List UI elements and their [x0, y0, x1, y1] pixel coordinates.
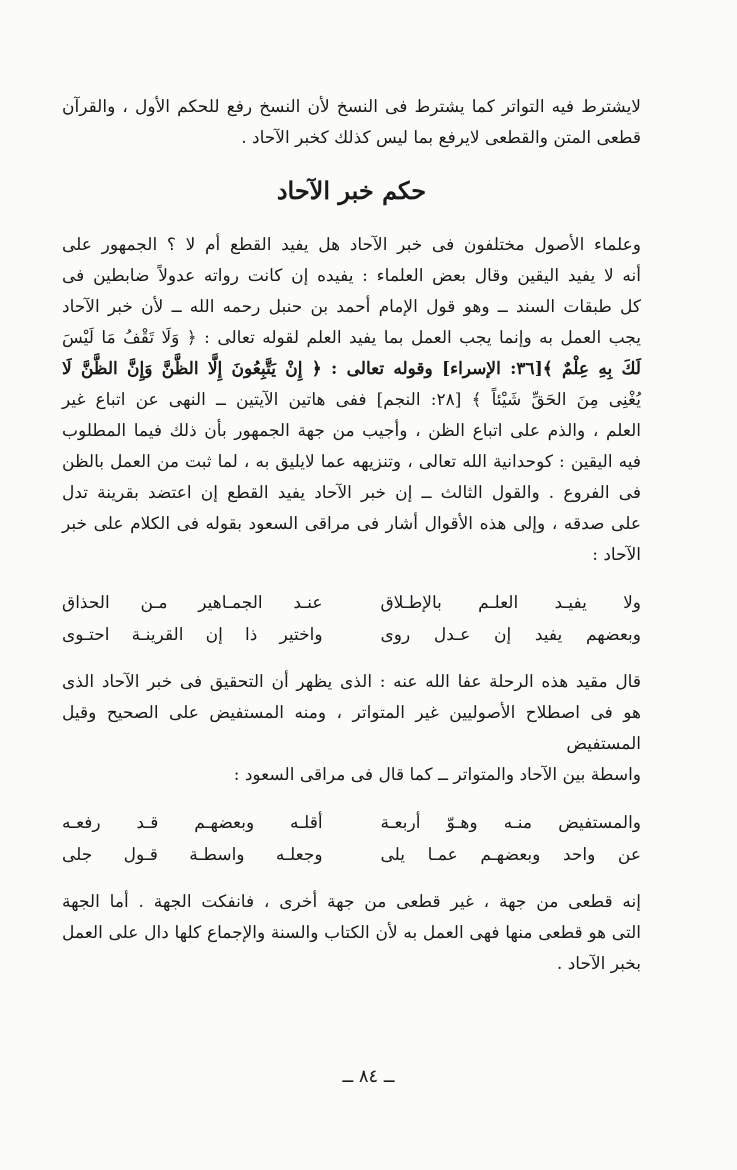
text-line: يجب العمل به وإنما يجب العمل بما يفيد العلم لقوله تعالى : ﴿ وَلَا تَقْفُ مَا لَيْسَ: [62, 328, 641, 348]
poem-verses-2: [62, 807, 641, 871]
poem-verse: [62, 619, 641, 651]
verse-first-hemistich: وبعضهم يفيد إن عـدل روى: [380, 625, 641, 645]
text-line: لَكَ بِهِ عِلْمٌ ﴾[٣٦: الإسراء] وقوله تعالى : ﴿ إِنْ يَتَّبِعُونَ إِلَّا الظَّنَّ وَإِنَّ الظَّنَّ لَا: [62, 359, 641, 379]
text-line: فى الفروع . والقول الثالث ــ إن خبر الآحاد يفيد القطع إن اعتضد بقرينة تدل: [62, 483, 641, 503]
text-line: واسطة بين الآحاد والمتواتر ــ كما قال فى مراقى السعود :: [233, 765, 641, 785]
text-line: أنه لا يفيد اليقين وقال بعض العلماء : يفيده إن كانت رواته عدولاً ضابطين فى: [62, 266, 641, 286]
text-line: بخبر الآحاد .: [556, 954, 641, 974]
page-number: ــ ٨٤ ــ: [342, 1066, 395, 1087]
verse-first-hemistich: عن واحد وبعضهـم عمـا يلى: [380, 845, 641, 865]
poem-verse: [62, 839, 641, 871]
paragraph-opinions: [62, 230, 641, 571]
text-line: التى هو قطعى منها فهى العمل به لأن الكتاب والسنة والإجماع كلها دال على العمل: [62, 923, 641, 943]
text-line: فيه اليقين : كوحدانية الله تعالى ، وتنزيهه عما لايليق به ، لما ثبت من العمل بالظن: [62, 452, 641, 472]
text-line: كل طبقات السند ــ وهو قول الإمام أحمد بن حنبل رحمه الله ــ لأن خبر الآحاد: [62, 297, 641, 317]
verse-second-hemistich: أقلـه وبعضهـم قـد رفعـه: [62, 813, 323, 833]
paragraph-author-view: [62, 667, 641, 791]
verse-second-hemistich: وجعلـه واسطـة قـول جلى: [62, 845, 323, 865]
verse-first-hemistich: ولا يفيـد العلـم بالإطـلاق: [380, 593, 641, 613]
verse-second-hemistich: واختير ذا إن القرينـة احتـوى: [62, 625, 323, 645]
text-line: وعلماء الأصول مختلفون فى خبر الآحاد هل يفيد القطع أم لا ؟ الجمهور على: [62, 235, 641, 255]
poem-verse: [62, 807, 641, 839]
poem-verses-1: [62, 587, 641, 651]
verse-first-hemistich: والمستفيض منـه وهـوّ أربعـة: [380, 813, 641, 833]
page-content: [62, 92, 641, 980]
text-line: على صدقه ، وإلى هذه الأقوال أشار فى مراقى السعود بقوله فى الكلام على خبر الآحاد :: [62, 514, 641, 565]
text-line: يُغْنِى مِنَ الحَقِّ شَيْئاً ﴾ [٢٨: النجم] ففى هاتين الآيتين ــ النهى عن اتباع غير: [62, 390, 641, 410]
section-heading: حكم خبر الآحاد: [276, 176, 427, 205]
text-line: قال مقيد هذه الرحلة عفا الله عنه : الذى يظهر أن التحقيق فى خبر الآحاد الذى: [62, 672, 641, 692]
text-line: العلم ، والذم على اتباع الظن ، وأجيب من جهة الجمهور بأن ذلك فيما المطلوب: [62, 421, 641, 441]
text-line: هو فى اصطلاح الأصوليين غير المتواتر ، ومنه المستفيض على الصحيح وقيل المستفيض: [62, 703, 641, 754]
text-line: لايشترط فيه التواتر كما يشترط فى النسخ لأن النسخ رفع للحكم الأول ، والقرآن: [62, 97, 641, 117]
poem-verse: [62, 587, 641, 619]
paragraph-conclusion: [62, 887, 641, 980]
text-line: إنه قطعى من جهة ، غير قطعى من جهة أخرى ، فانفكت الجهة . أما الجهة: [62, 892, 641, 912]
verse-second-hemistich: عنـد الجمـاهير مـن الحذاق: [62, 593, 323, 613]
paragraph-intro: [62, 92, 641, 154]
text-line: قطعى المتن والقطعى لايرفع بما ليس كذلك كخبر الآحاد .: [241, 128, 641, 148]
